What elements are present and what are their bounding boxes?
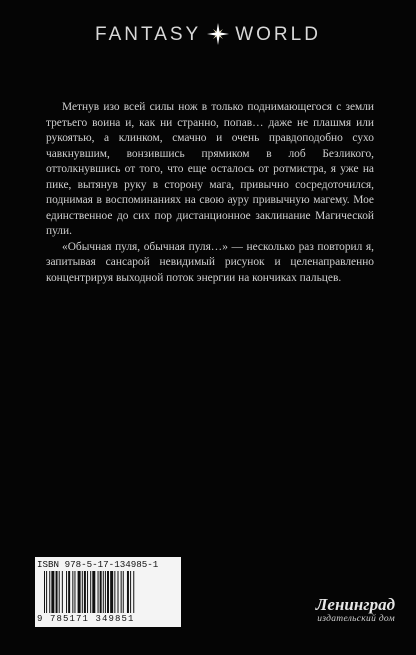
barcode-bars	[44, 571, 172, 613]
isbn-barcode	[35, 557, 181, 627]
barcode-digits: 9 785171 349851	[37, 614, 135, 624]
isbn-text: ISBN 978-5-17-134985-1	[37, 559, 159, 570]
series-word-fantasy: FANTASY	[95, 24, 202, 45]
blurb-paragraph: «Обычная пуля, обычная пуля…» — несколько раз повторил я, запитывая сансарой невидимый рисунок и целенаправленно концентрируя выходной поток энергии на кончиках пальцев.	[46, 240, 374, 284]
series-word-world: WORLD	[235, 24, 321, 45]
blurb-paragraph: Метнув изо всей силы нож в только поднимающегося с земли третьего воина и, как ни странно, попав… даже не плашмя или рукоятью, а клинком, смачно и очень правдоподобно сухо чавкнувшим, вонзившись прямиком в лоб Безликого, оттолкнувшись от того, что еще осталось от ротмистра, я уже на пике, вытянув руку в сторону мага, привычно сосредоточился, поднимая в воспоминаниях на свою ауру привычную магему. Мое единственное до сих пор дистанционное заклинание Магической пули.	[46, 101, 374, 237]
sparkle-star-icon	[207, 23, 229, 45]
series-logo	[0, 24, 416, 46]
blurb-text	[46, 100, 374, 286]
publisher-name: Ленинград	[315, 595, 395, 614]
publisher-logo	[270, 596, 395, 625]
publisher-subtitle: издательский дом	[317, 614, 395, 624]
